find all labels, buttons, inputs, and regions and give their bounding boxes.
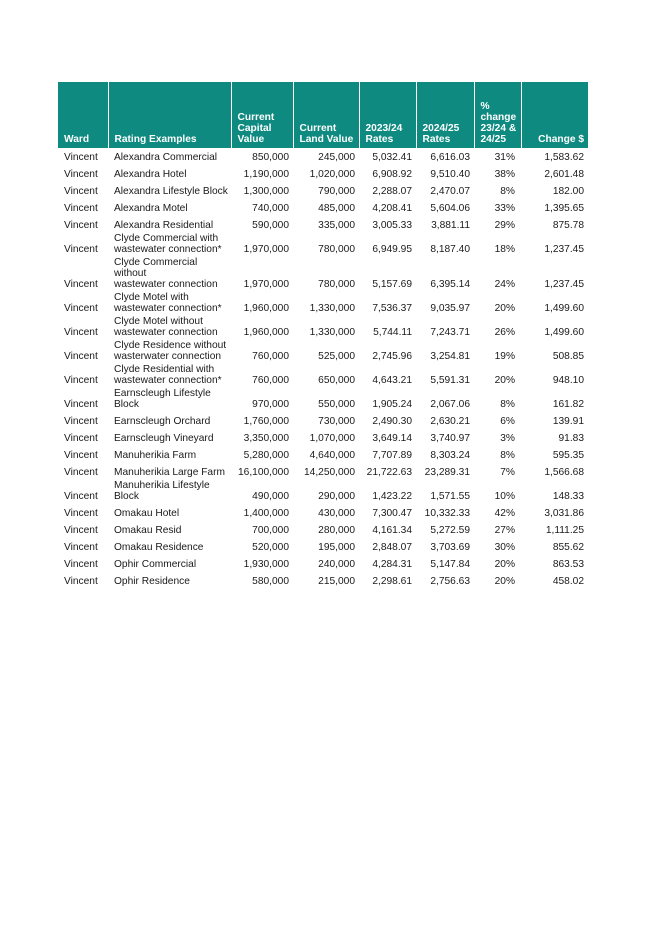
cell-rating-example — [108, 165, 231, 182]
cell-rates-2023-24: 1,423.22 — [372, 491, 412, 502]
cell-rates-2023-24: 2,298.61 — [372, 576, 412, 587]
cell-current-capital-value: 740,000 — [252, 203, 289, 214]
cell-change-dollars: 1,499.60 — [544, 327, 584, 338]
cell-rates-2024-25: 5,591.31 — [430, 375, 470, 386]
table-row — [58, 257, 588, 292]
table-row — [58, 364, 588, 388]
cell-rates-2024-25: 7,243.71 — [430, 327, 470, 338]
cell-rates-2024-25: 2,067.06 — [430, 399, 470, 410]
table-body — [58, 148, 588, 589]
rating-example-line: Omakau Resid — [114, 525, 182, 536]
table-row — [58, 216, 588, 233]
cell-pct-change: 6% — [500, 416, 515, 427]
cell-current-land-value: 485,000 — [318, 203, 355, 214]
cell-ward: Vincent — [64, 186, 98, 197]
cell-pct-change: 31% — [494, 152, 515, 163]
cell-current-capital-value: 16,100,000 — [238, 467, 289, 478]
cell-change-dollars: 182.00 — [552, 186, 584, 197]
table-row — [58, 429, 588, 446]
cell-rating-example — [108, 340, 231, 364]
table-row — [58, 412, 588, 429]
cell-current-land-value: 780,000 — [318, 279, 355, 290]
rating-example-line: Alexandra Lifestyle Block — [114, 186, 228, 197]
cell-rates-2024-25: 9,035.97 — [430, 303, 470, 314]
rating-example-line: Earnscleugh Lifestyle — [114, 388, 211, 399]
cell-rates-2023-24: 3,649.14 — [372, 433, 412, 444]
table-row — [58, 340, 588, 364]
cell-current-land-value: 4,640,000 — [309, 450, 355, 461]
cell-current-capital-value: 5,280,000 — [243, 450, 289, 461]
cell-ward: Vincent — [64, 279, 98, 290]
cell-rating-example — [108, 521, 231, 538]
cell-rates-2024-25: 23,289.31 — [424, 467, 470, 478]
cell-ward: Vincent — [64, 542, 98, 553]
rating-example-line: Block — [114, 399, 139, 410]
cell-current-land-value: 1,330,000 — [309, 303, 355, 314]
cell-ward: Vincent — [64, 169, 98, 180]
cell-current-land-value: 780,000 — [318, 244, 355, 255]
cell-rating-example — [108, 216, 231, 233]
cell-current-capital-value: 1,960,000 — [243, 327, 289, 338]
cell-current-land-value: 245,000 — [318, 152, 355, 163]
cell-rates-2024-25: 6,395.14 — [430, 279, 470, 290]
cell-pct-change: 24% — [494, 279, 515, 290]
cell-rating-example — [108, 446, 231, 463]
table-row — [58, 316, 588, 340]
table-row — [58, 463, 588, 480]
cell-current-capital-value: 1,760,000 — [243, 416, 289, 427]
cell-current-capital-value: 1,970,000 — [243, 279, 289, 290]
cell-rates-2024-25: 8,303.24 — [430, 450, 470, 461]
header-rating-examples: Rating Examples — [108, 82, 231, 148]
rating-example-line: Clyde Commercial with — [114, 233, 219, 244]
cell-pct-change: 8% — [500, 450, 515, 461]
cell-change-dollars: 139.91 — [552, 416, 584, 427]
cell-rating-example — [108, 182, 231, 199]
cell-current-land-value: 240,000 — [318, 559, 355, 570]
rating-example-line: wastewater connection — [114, 279, 218, 290]
cell-current-capital-value: 520,000 — [252, 542, 289, 553]
table-row — [58, 555, 588, 572]
cell-pct-change: 20% — [494, 375, 515, 386]
header-row — [58, 82, 588, 148]
cell-ward: Vincent — [64, 433, 98, 444]
rating-example-line: Clyde Residential with — [114, 364, 215, 375]
cell-current-land-value: 215,000 — [318, 576, 355, 587]
table-row — [58, 572, 588, 589]
rating-example-line: wastewater connection* — [114, 303, 222, 314]
cell-rating-example — [108, 538, 231, 555]
cell-current-capital-value: 3,350,000 — [243, 433, 289, 444]
cell-rating-example — [108, 463, 231, 480]
cell-ward: Vincent — [64, 303, 98, 314]
rating-example-line: Manuherikia Farm — [114, 450, 197, 461]
cell-ward: Vincent — [64, 399, 98, 410]
cell-current-capital-value: 1,400,000 — [243, 508, 289, 519]
cell-current-capital-value: 1,960,000 — [243, 303, 289, 314]
rating-example-line: Ophir Commercial — [114, 559, 197, 570]
cell-change-dollars: 948.10 — [552, 375, 584, 386]
cell-ward: Vincent — [64, 508, 98, 519]
cell-pct-change: 8% — [500, 186, 515, 197]
cell-pct-change: 19% — [494, 351, 515, 362]
cell-pct-change: 30% — [494, 542, 515, 553]
cell-current-capital-value: 1,970,000 — [243, 244, 289, 255]
cell-pct-change: 20% — [494, 303, 515, 314]
header-current-land-value: Current Land Value — [293, 82, 359, 148]
header-pct-change: % change 23/24 & 24/25 — [474, 82, 521, 148]
cell-rates-2024-25: 5,604.06 — [430, 203, 470, 214]
cell-current-capital-value: 1,190,000 — [243, 169, 289, 180]
cell-change-dollars: 1,237.45 — [544, 279, 584, 290]
table-row — [58, 148, 588, 165]
cell-rates-2024-25: 5,147.84 — [430, 559, 470, 570]
cell-rates-2023-24: 2,490.30 — [372, 416, 412, 427]
cell-pct-change: 27% — [494, 525, 515, 536]
table-row — [58, 182, 588, 199]
cell-change-dollars: 148.33 — [552, 491, 584, 502]
cell-ward: Vincent — [64, 375, 98, 386]
cell-change-dollars: 91.83 — [558, 433, 584, 444]
cell-change-dollars: 1,566.68 — [544, 467, 584, 478]
cell-rates-2023-24: 4,161.34 — [372, 525, 412, 536]
cell-current-capital-value: 760,000 — [252, 375, 289, 386]
cell-rates-2023-24: 4,643.21 — [372, 375, 412, 386]
cell-rates-2023-24: 7,707.89 — [372, 450, 412, 461]
cell-pct-change: 29% — [494, 220, 515, 231]
cell-rates-2024-25: 1,571.55 — [430, 491, 470, 502]
header-rates-2024-25: 2024/25 Rates — [416, 82, 474, 148]
cell-current-capital-value: 850,000 — [252, 152, 289, 163]
header-rates-2023-24: 2023/24 Rates — [359, 82, 416, 148]
cell-change-dollars: 2,601.48 — [544, 169, 584, 180]
cell-rates-2024-25: 3,740.97 — [430, 433, 470, 444]
table-row — [58, 446, 588, 463]
cell-rating-example — [108, 199, 231, 216]
cell-current-capital-value: 1,300,000 — [243, 186, 289, 197]
table-row — [58, 233, 588, 257]
table-row — [58, 480, 588, 504]
cell-ward: Vincent — [64, 576, 98, 587]
cell-rating-example — [108, 388, 231, 412]
cell-rates-2024-25: 10,332.33 — [424, 508, 470, 519]
header-current-capital-value: Current Capital Value — [231, 82, 293, 148]
rating-example-line: Alexandra Motel — [114, 203, 188, 214]
cell-rates-2023-24: 4,208.41 — [372, 203, 412, 214]
cell-rates-2024-25: 3,703.69 — [430, 542, 470, 553]
cell-change-dollars: 863.53 — [552, 559, 584, 570]
cell-change-dollars: 3,031.86 — [544, 508, 584, 519]
cell-current-land-value: 430,000 — [318, 508, 355, 519]
cell-rating-example — [108, 148, 231, 165]
rating-example-line: Clyde Motel without — [114, 316, 203, 327]
cell-rates-2023-24: 7,300.47 — [372, 508, 412, 519]
cell-rates-2024-25: 5,272.59 — [430, 525, 470, 536]
cell-current-capital-value: 970,000 — [252, 399, 289, 410]
cell-pct-change: 20% — [494, 559, 515, 570]
cell-current-land-value: 1,020,000 — [309, 169, 355, 180]
cell-rating-example — [108, 572, 231, 589]
cell-current-land-value: 335,000 — [318, 220, 355, 231]
rating-example-line: Manuherikia Lifestyle — [114, 480, 210, 491]
rating-example-line: Block — [114, 491, 139, 502]
cell-change-dollars: 855.62 — [552, 542, 584, 553]
cell-pct-change: 42% — [494, 508, 515, 519]
cell-change-dollars: 161.82 — [552, 399, 584, 410]
cell-pct-change: 3% — [500, 433, 515, 444]
rating-example-line: Earnscleugh Vineyard — [114, 433, 214, 444]
rating-example-line: Clyde Motel with — [114, 292, 189, 303]
cell-pct-change: 7% — [500, 467, 515, 478]
cell-change-dollars: 595.35 — [552, 450, 584, 461]
rating-example-line: Omakau Hotel — [114, 508, 180, 519]
cell-current-land-value: 550,000 — [318, 399, 355, 410]
table-row — [58, 199, 588, 216]
cell-ward: Vincent — [64, 416, 98, 427]
rating-examples-table — [58, 82, 588, 589]
cell-rates-2023-24: 2,288.07 — [372, 186, 412, 197]
cell-change-dollars: 1,237.45 — [544, 244, 584, 255]
rating-example-line: wastewater connection — [114, 327, 218, 338]
cell-ward: Vincent — [64, 327, 98, 338]
cell-current-land-value: 195,000 — [318, 542, 355, 553]
rating-example-line: Alexandra Residential — [114, 220, 214, 231]
cell-change-dollars: 1,395.65 — [544, 203, 584, 214]
cell-current-land-value: 290,000 — [318, 491, 355, 502]
cell-pct-change: 20% — [494, 576, 515, 587]
cell-rates-2023-24: 6,949.95 — [372, 244, 412, 255]
cell-rates-2023-24: 5,744.11 — [373, 327, 412, 338]
cell-current-land-value: 1,330,000 — [309, 327, 355, 338]
rating-example-line: Omakau Residence — [114, 542, 204, 553]
cell-current-land-value: 790,000 — [318, 186, 355, 197]
cell-rates-2024-25: 3,881.11 — [431, 220, 470, 231]
cell-pct-change: 18% — [494, 244, 515, 255]
cell-rates-2023-24: 3,005.33 — [372, 220, 412, 231]
table-header — [58, 82, 588, 148]
header-ward: Ward — [58, 82, 108, 148]
cell-rating-example — [108, 480, 231, 504]
cell-pct-change: 33% — [494, 203, 515, 214]
rating-example-line: Alexandra Commercial — [114, 152, 218, 163]
cell-current-land-value: 525,000 — [318, 351, 355, 362]
rating-example-line: Ophir Residence — [114, 576, 190, 587]
cell-rates-2023-24: 5,157.69 — [372, 279, 412, 290]
cell-ward: Vincent — [64, 559, 98, 570]
cell-rates-2023-24: 7,536.37 — [372, 303, 412, 314]
cell-change-dollars: 1,499.60 — [544, 303, 584, 314]
cell-rating-example — [108, 412, 231, 429]
cell-current-land-value: 280,000 — [318, 525, 355, 536]
cell-rates-2023-24: 2,745.96 — [372, 351, 412, 362]
cell-current-land-value: 730,000 — [318, 416, 355, 427]
cell-pct-change: 26% — [494, 327, 515, 338]
cell-ward: Vincent — [64, 525, 98, 536]
rating-example-line: Clyde Residence without — [114, 340, 227, 351]
rating-example-line: Clyde Commercial without — [114, 257, 198, 279]
rating-example-line: wastewater connection* — [114, 375, 222, 386]
cell-current-land-value: 14,250,000 — [304, 467, 355, 478]
header-change-dollars: Change $ — [521, 82, 588, 148]
cell-rates-2024-25: 2,630.21 — [430, 416, 470, 427]
cell-pct-change: 10% — [494, 491, 515, 502]
table-row — [58, 538, 588, 555]
cell-current-capital-value: 1,930,000 — [243, 559, 289, 570]
cell-ward: Vincent — [64, 152, 98, 163]
cell-rating-example — [108, 429, 231, 446]
rating-example-line: Alexandra Hotel — [114, 169, 187, 180]
cell-rating-example — [108, 504, 231, 521]
cell-current-capital-value: 590,000 — [252, 220, 289, 231]
cell-rates-2023-24: 5,032.41 — [372, 152, 412, 163]
cell-ward: Vincent — [64, 467, 98, 478]
cell-pct-change: 38% — [494, 169, 515, 180]
cell-rating-example — [108, 257, 231, 292]
cell-rating-example — [108, 233, 231, 257]
cell-change-dollars: 1,583.62 — [544, 152, 584, 163]
cell-change-dollars: 1,111.25 — [545, 525, 584, 536]
cell-current-capital-value: 580,000 — [252, 576, 289, 587]
cell-change-dollars: 458.02 — [552, 576, 584, 587]
cell-rates-2024-25: 6,616.03 — [430, 152, 470, 163]
cell-change-dollars: 508.85 — [552, 351, 584, 362]
rating-example-line: Earnscleugh Orchard — [114, 416, 211, 427]
table-row — [58, 521, 588, 538]
cell-current-capital-value: 760,000 — [252, 351, 289, 362]
cell-ward: Vincent — [64, 244, 98, 255]
cell-rates-2024-25: 8,187.40 — [430, 244, 470, 255]
cell-rates-2023-24: 6,908.92 — [372, 169, 412, 180]
cell-rates-2023-24: 4,284.31 — [372, 559, 412, 570]
cell-ward: Vincent — [64, 450, 98, 461]
cell-change-dollars: 875.78 — [552, 220, 584, 231]
cell-ward: Vincent — [64, 220, 98, 231]
cell-rates-2023-24: 1,905.24 — [372, 399, 412, 410]
cell-current-land-value: 1,070,000 — [309, 433, 355, 444]
cell-current-capital-value: 490,000 — [252, 491, 289, 502]
cell-ward: Vincent — [64, 351, 98, 362]
cell-rating-example — [108, 364, 231, 388]
cell-rates-2024-25: 2,470.07 — [430, 186, 470, 197]
cell-rating-example — [108, 555, 231, 572]
cell-current-capital-value: 700,000 — [252, 525, 289, 536]
cell-rating-example — [108, 292, 231, 316]
cell-ward: Vincent — [64, 491, 98, 502]
rating-example-line: Manuherikia Large Farm — [114, 467, 225, 478]
cell-ward: Vincent — [64, 203, 98, 214]
cell-rates-2024-25: 2,756.63 — [430, 576, 470, 587]
rating-example-line: wastewater connection* — [114, 244, 222, 255]
cell-rates-2024-25: 3,254.81 — [430, 351, 470, 362]
cell-pct-change: 8% — [500, 399, 515, 410]
cell-rates-2023-24: 21,722.63 — [366, 467, 412, 478]
cell-rates-2024-25: 9,510.40 — [430, 169, 470, 180]
cell-rates-2023-24: 2,848.07 — [372, 542, 412, 553]
table-row — [58, 504, 588, 521]
cell-rating-example — [108, 316, 231, 340]
table-row — [58, 292, 588, 316]
table-row — [58, 165, 588, 182]
table-row — [58, 388, 588, 412]
rating-example-line: wasterwater connection — [114, 351, 222, 362]
cell-current-land-value: 650,000 — [318, 375, 355, 386]
